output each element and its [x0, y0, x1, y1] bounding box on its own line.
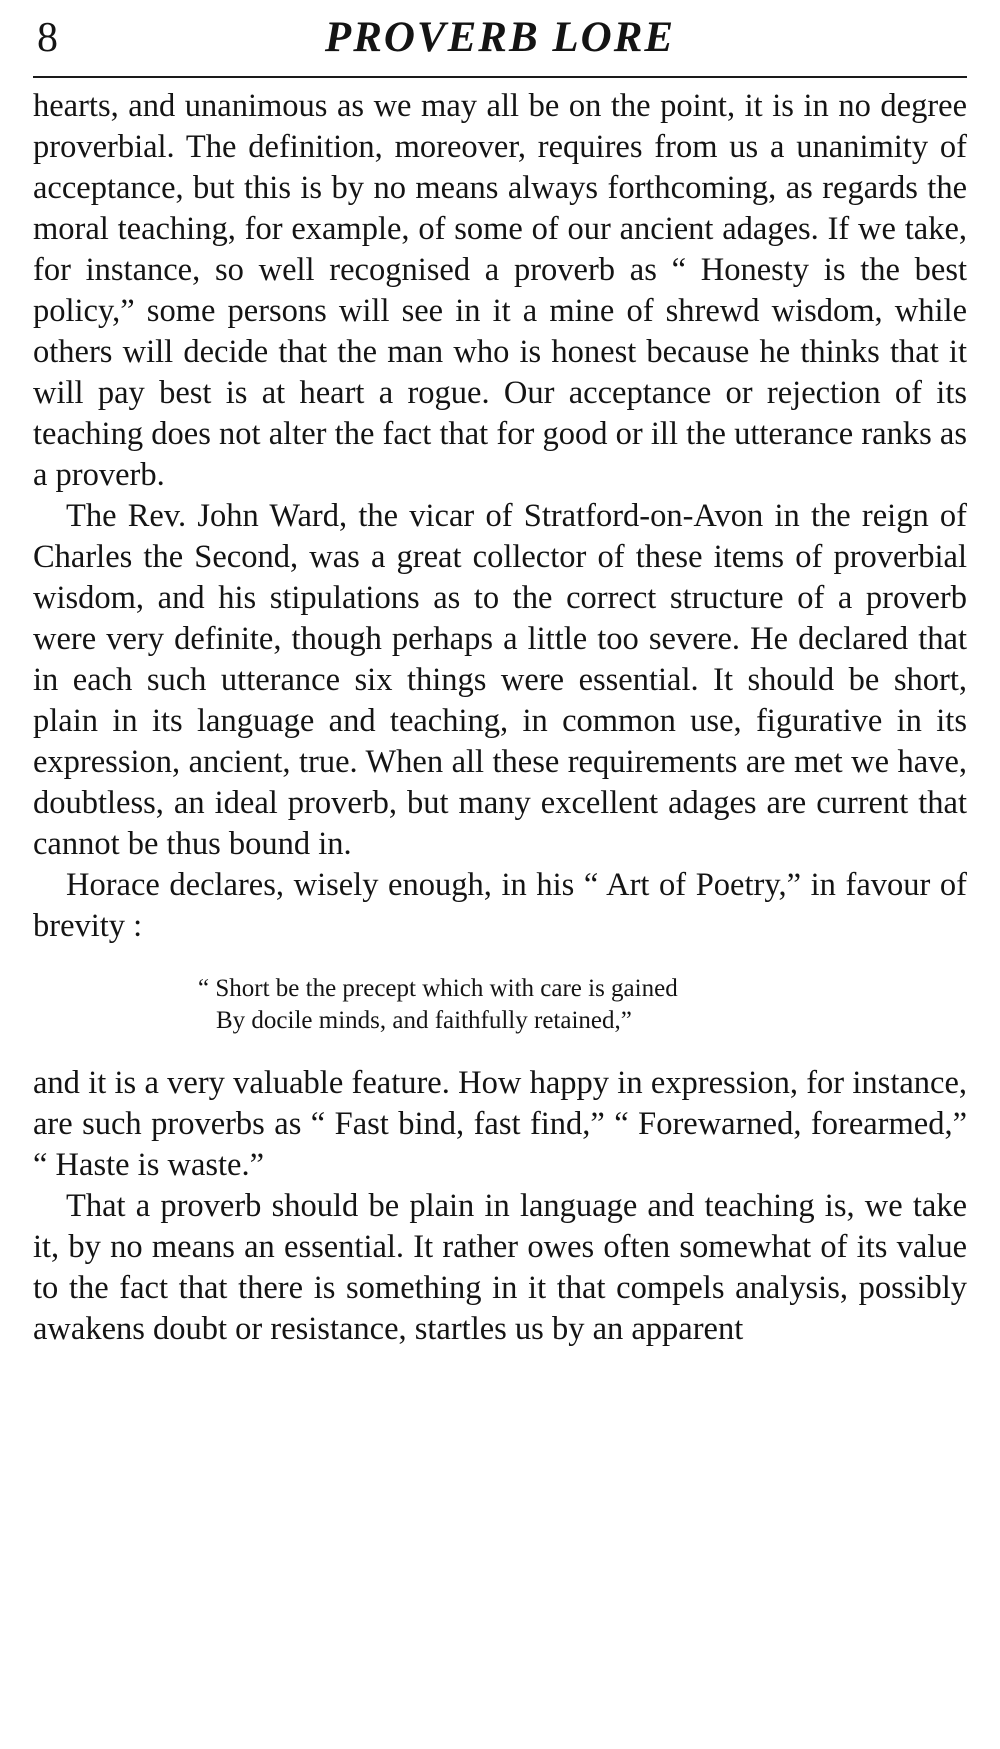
page-header	[33, 2, 967, 74]
quote-line-2: By docile minds, and faithfully retained,”	[216, 1007, 632, 1034]
paragraph-5: That a proverb should be plain in language and teaching is, we take it, by no means an essential. It rather owes often somewhat of its value to the fact that there is something in it that compels analysis, possibly awakens doubt or resistance, startles us by an apparent	[33, 1188, 967, 1347]
block-quote	[198, 973, 967, 1037]
book-page	[33, 0, 967, 1749]
paragraph-2: The Rev. John Ward, the vicar of Stratford-on-Avon in the reign of Charles the Second, was a great collector of these items of proverbial wisdom, and his stipulations as to the correct structure of a proverb were very definite, though perhaps a little too severe. He declared that in each such utterance six things were essential. It should be short, plain in its language and teaching, in common use, figurative in its expression, ancient, true. When all these requirements are met we have, doubtless, an ideal proverb, but many excellent adages are current that cannot be thus bound in.	[33, 498, 967, 862]
quote-line-1: “ Short be the precept which with care is gained	[198, 975, 678, 1002]
running-title: PROVERB LORE	[324, 14, 676, 61]
paragraph-4: and it is a very valuable feature. How happy in expression, for instance, are such proverbs as “ Fast bind, fast find,” “ Forewarned, forearmed,” “ Haste is waste.”	[33, 1065, 967, 1183]
paragraph-1: hearts, and unanimous as we may all be on the point, it is in no degree proverbial. The definition, moreover, requires from us a unanimity of acceptance, but this is by no means always forthcoming, as regards the moral teaching, for example, of some of our ancient adages. If we take, for instance, so well recognised a proverb as “ Honesty is the best policy,” some persons will see in it a mine of shrewd wisdom, while others will decide that the man who is honest because he thinks that it will pay best is at heart a rogue. Our acceptance or rejection of its teaching does not alter the fact that for good or ill the utterance ranks as a proverb.	[33, 88, 967, 493]
paragraph-3: Horace declares, wisely enough, in his “ Art of Poetry,” in favour of brevity :	[33, 867, 967, 944]
header-rule	[33, 76, 967, 78]
page-number: 8	[37, 15, 58, 61]
body-text	[33, 86, 967, 1350]
